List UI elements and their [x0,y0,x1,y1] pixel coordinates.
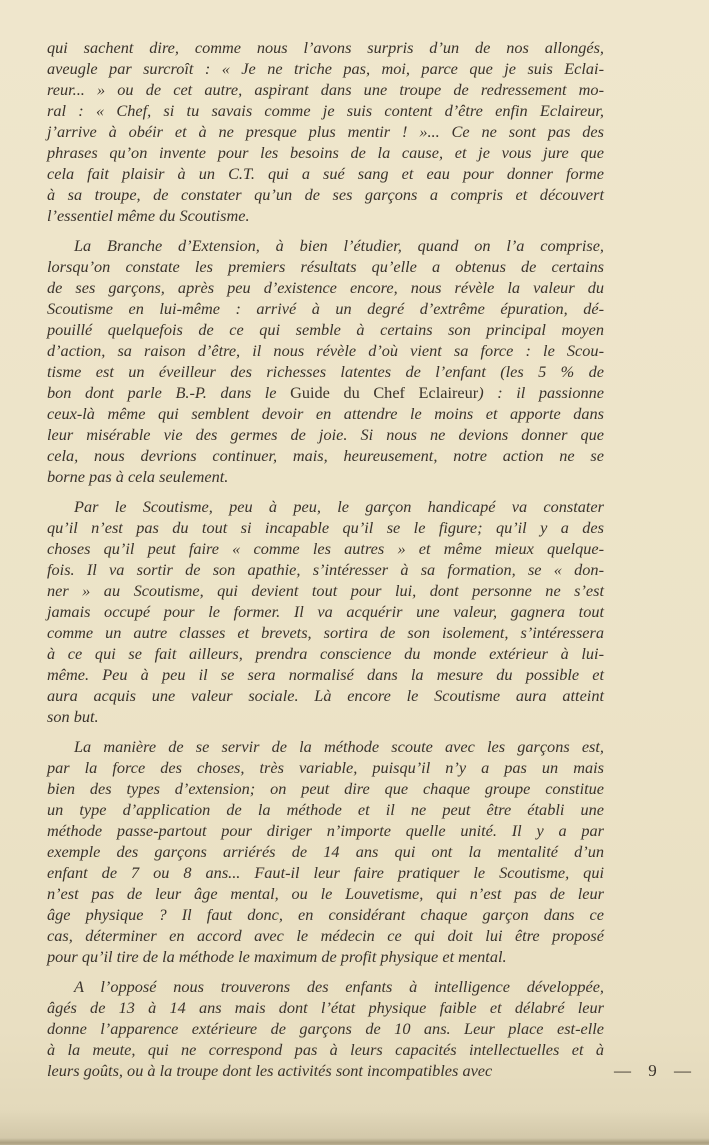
text-line: A l’opposé nous trouverons des enfants à intelligence développée, [74,977,604,996]
text-line: tisme est un éveilleur des richesses latentes de l’enfant (les 5 % de [47,362,604,381]
text-line: ral : « Chef, si tu savais comme je suis content d’être enfin Eclaireur, [47,101,604,120]
paragraph [47,976,604,1081]
paragraph [47,235,604,487]
text-line: à ce qui se fait ailleurs, prendra conscience du monde extérieur à lui- [47,644,604,663]
text-line: jamais occupé pour le former. Il va acquérir une valeur, gagnera tout [47,602,604,621]
text-line: cela, nous devrions continuer, mais, heureusement, notre action ne se [47,446,604,465]
text-line: ceux-là même qui semblent devoir en attendre le moins et apporte dans [47,404,604,423]
text-line: aura acquis une valeur sociale. Là encore le Scoutisme aura atteint [47,686,604,705]
text-line: Par le Scoutisme, peu à peu, le garçon handicapé va constater [74,497,604,516]
text-line: donne l’apparence extérieure de garçons de 10 ans. Leur place est-elle [47,1019,604,1038]
text-line: j’arrive à obéir et à ne presque plus mentir ! »... Ce ne sont pas des [47,122,604,141]
text-line: âge physique ? Il faut donc, en considérant chaque garçon dans ce [47,905,604,924]
text-segment: bon dont parle B.-P. dans le [47,383,291,402]
text-line: par la force des choses, très variable, puisqu’il n’y a pas un mais [47,758,604,777]
paragraph [47,496,604,727]
book-title-roman-text: Guide du Chef Eclaireur [290,383,479,402]
paper-bottom-shading [0,1110,709,1138]
text-segment: ) : il passionne [478,383,604,402]
text-line: un type d’application de la méthode et il ne peut être établi une [47,800,604,819]
text-line: Scoutisme en lui-même : arrivé à un degré d’extrême épuration, dé- [47,299,604,318]
text-line: comme un autre classes et brevets, sortira de son isolement, s’intéressera [47,623,604,642]
text-line: exemple des garçons arriérés de 14 ans qui ont la mentalité d’un [47,842,604,861]
text-line: lorsqu’on constate les premiers résultats qu’elle a obtenus de certains [47,257,604,276]
text-line [47,382,604,403]
text-line: à sa troupe, de constater qu’un de ses garçons a compris et découvert [47,185,604,204]
paragraph [47,37,604,226]
text-line: âgés de 13 à 14 ans mais dont l’état physique faible et délabré leur [47,998,604,1017]
text-line: pouillé quelquefois de ce qui semble à certains son principal moyen [47,320,604,339]
text-line: qu’il n’est pas du tout si incapable qu’il se le figure; qu’il y a des [47,518,604,537]
text-line: borne pas à cela seulement. [47,467,229,486]
text-line: n’est pas de leur âge mental, ou le Louvetisme, qui n’est pas de leur [47,884,604,903]
text-line: à la meute, qui ne correspond pas à leurs capacités intellectuelles et à [47,1040,604,1059]
text-line: pour qu’il tire de la méthode le maximum de profit physique et mental. [47,947,507,966]
text-line: méthode passe-partout pour diriger n’importe quelle unité. Il y a par [47,821,604,840]
paragraph [47,736,604,967]
text-line: même. Peu à peu il se sera normalisé dans la mesure du possible et [47,665,604,684]
text-line: cela fait plaisir à un C.T. qui a sué sang et eau pour donner forme [47,164,604,183]
text-line: l’essentiel même du Scoutisme. [47,206,250,225]
text-line: de ses garçons, après peu d’existence encore, nous révèle la valeur du [47,278,604,297]
text-line: enfant de 7 ou 8 ans... Faut-il leur faire pratiquer le Scoutisme, qui [47,863,604,882]
text-line: d’action, sa raison d’être, il nous révèle d’où vient sa force : le Scou- [47,341,604,360]
text-line: fois. Il va sortir de son apathie, s’intéresser à sa formation, se « don- [47,560,604,579]
text-line: choses qu’il peut faire « comme les autres » et même mieux quelque- [47,539,604,558]
paper-bottom-edge [0,1138,709,1145]
text-line: bien des types d’extension; on peut dire que chaque groupe constitue [47,779,604,798]
text-line: leurs goûts, ou à la troupe dont les activités sont incompatibles avec [47,1061,493,1080]
text-block [47,37,604,1090]
text-line: reur... » ou de cet autre, aspirant dans une troupe de redressement mo- [47,80,604,99]
text-line: cas, déterminer en accord avec le médecin ce qui doit lui être proposé [47,926,604,945]
page-number: — 9 — [614,1061,693,1080]
text-line: leur misérable vie des germes de joie. Si nous ne devions donner que [47,425,604,444]
text-line: La manière de se servir de la méthode scoute avec les garçons est, [74,737,604,756]
text-line: son but. [47,707,99,726]
text-line: qui sachent dire, comme nous l’avons surpris d’un de nos allongés, [47,38,604,57]
text-line: aveugle par surcroît : « Je ne triche pas, moi, parce que je suis Eclai- [47,59,604,78]
text-line: La Branche d’Extension, à bien l’étudier, quand on l’a comprise, [74,236,604,255]
text-line: ner » au Scoutisme, qui devient tout pour lui, dont personne ne s’est [47,581,604,600]
text-line: phrases qu’on invente pour les besoins de la cause, et je vous jure que [47,143,604,162]
